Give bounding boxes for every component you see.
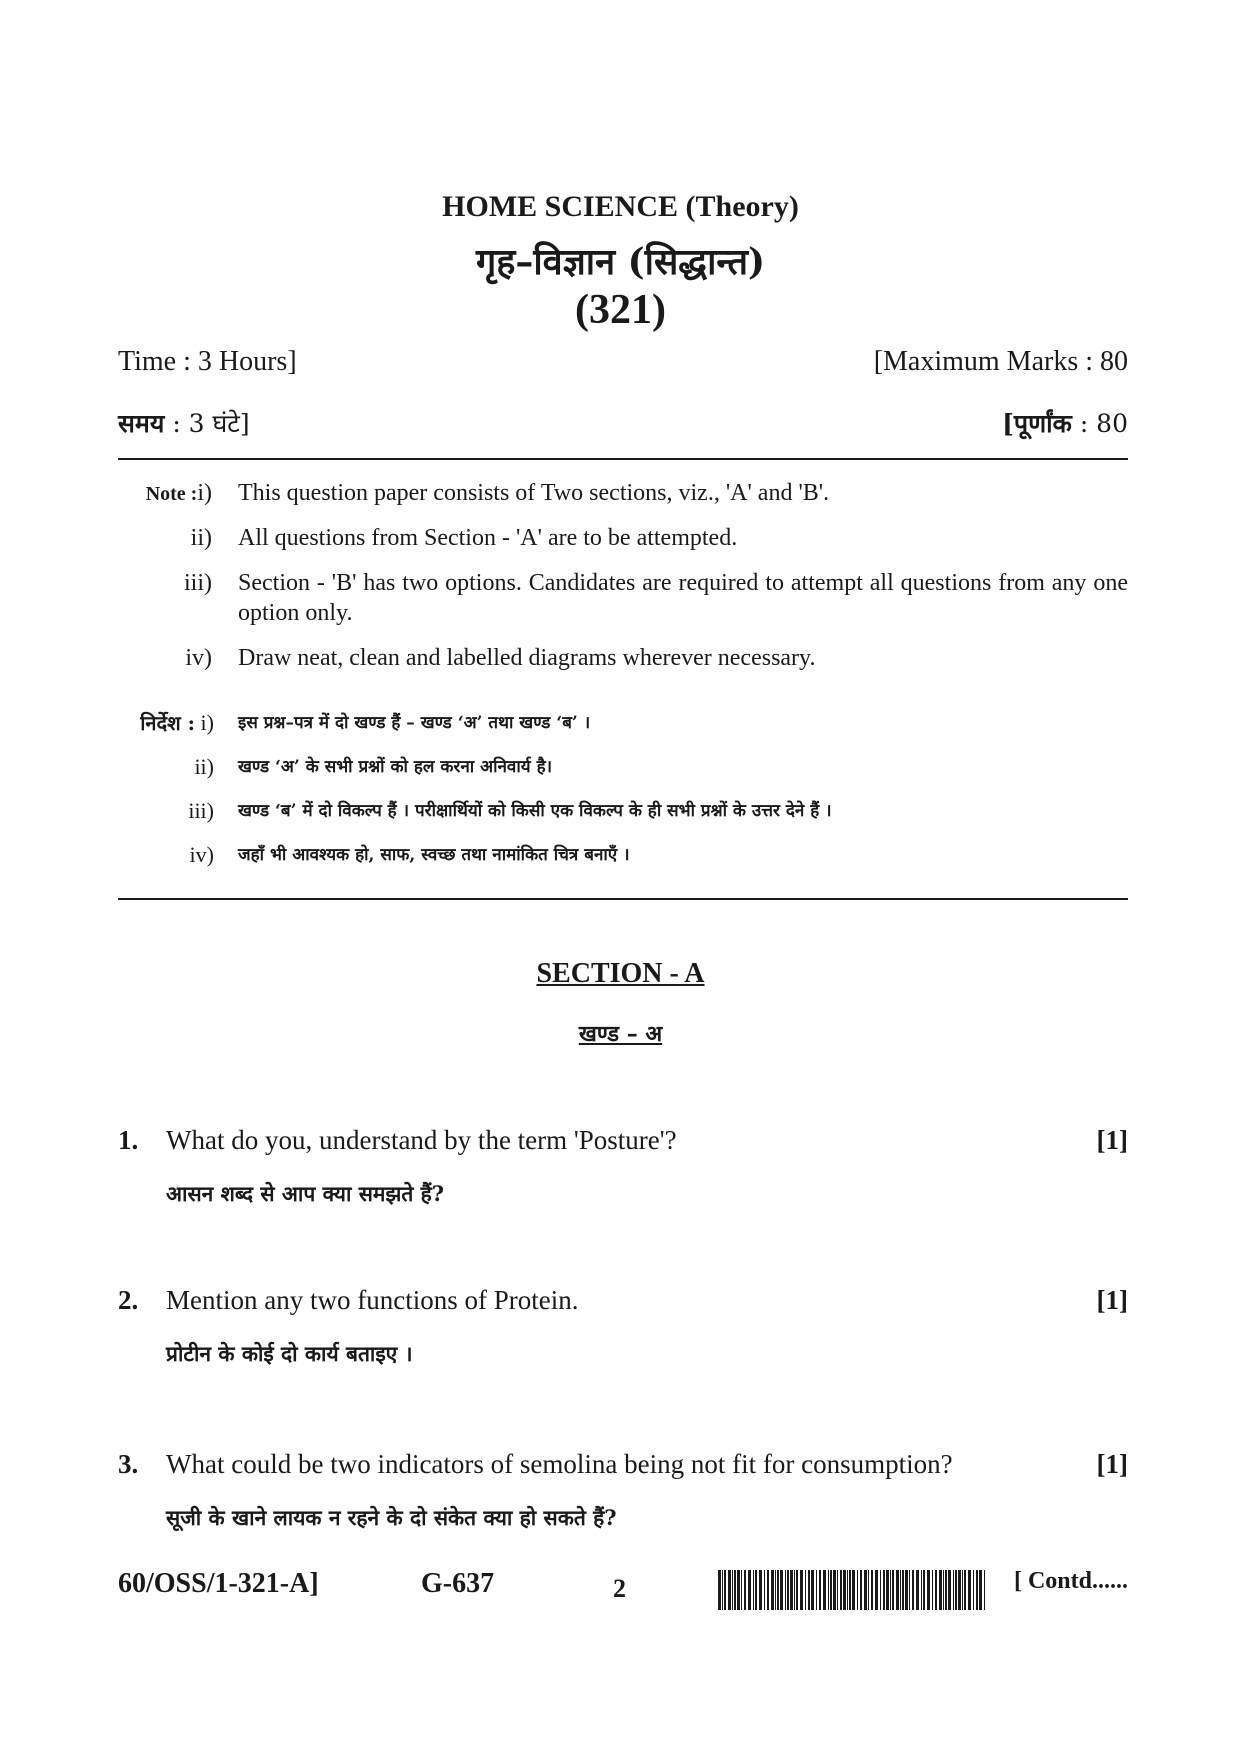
page-number: 2 bbox=[613, 1574, 626, 1603]
note-label: Note : bbox=[145, 483, 198, 505]
section-title-english: SECTION - A bbox=[536, 958, 705, 989]
question-2 bbox=[118, 1285, 1128, 1375]
max-marks-hindi bbox=[1002, 406, 1128, 440]
time-hindi-value: : 3 घंटे] bbox=[172, 409, 250, 438]
question-number: 3. bbox=[118, 1449, 139, 1479]
top-divider bbox=[118, 458, 1128, 460]
time-hindi-label: समय bbox=[118, 409, 165, 438]
nirdesh-label: निर्देश : bbox=[140, 711, 196, 735]
max-marks-hindi-label: [पूर्णांक bbox=[1002, 409, 1072, 438]
question-text-english: Mention any two functions of Protein. bbox=[166, 1285, 579, 1315]
notes-english: Note :i) This question paper consists of Two sections, viz., 'A' and 'B'. ii) All questions from Section - 'A' are to be attempted. iii) Section - 'B' has two options. Candidates are required to attempt all questions from any one option only. iv) Draw neat, clean and labelled diagrams wherever necessary. bbox=[145, 480, 1128, 671]
page-footer bbox=[118, 1568, 1128, 1618]
max-marks-english: [Maximum Marks : 80 bbox=[873, 346, 1128, 377]
question-text-english: What could be two indicators of semolina being not fit for consumption? bbox=[166, 1449, 953, 1479]
max-marks-hindi-value: : 80 bbox=[1079, 409, 1128, 438]
meta-row-hindi bbox=[118, 406, 1128, 440]
notes-hindi: निर्देश : i) इस प्रश्न–पत्र में दो खण्ड हैं – खण्ड ‘अ’ तथा खण्ड ‘ब’ । ii) खण्ड ‘अ’ के सभी प्रश्नों को हल करना अनिवार्य है। iii) खण्ड ‘ब’ में दो विकल्प हैं । परीक्षार्थियों को किसी एक विकल्प के ही सभी प्रश्नों के उत्तर देने हैं । iv) जहाँ भी आवश्यक हो, साफ, स्वच्छ तथा नामांकित चित्र बनाएँ । bbox=[140, 710, 832, 867]
question-marks: [1] bbox=[1096, 1285, 1128, 1315]
paper-title-hindi: गृह–विज्ञान (सिद्धान्त) bbox=[475, 241, 766, 283]
barcode-icon bbox=[718, 1570, 988, 1610]
paper-title-english: HOME SCIENCE (Theory) bbox=[442, 190, 799, 223]
notes-divider bbox=[118, 898, 1128, 900]
question-number: 2. bbox=[118, 1285, 139, 1315]
question-3 bbox=[118, 1449, 1128, 1539]
question-1 bbox=[118, 1125, 1128, 1215]
paper-code: 60/OSS/1-321-A] bbox=[118, 1568, 319, 1599]
section-title-hindi: खण्ड – अ bbox=[578, 1021, 663, 1047]
time-english: Time : 3 Hours] bbox=[118, 346, 297, 377]
question-marks: [1] bbox=[1096, 1125, 1128, 1155]
question-text-english: What do you, understand by the term 'Posture'? bbox=[166, 1125, 677, 1155]
time-hindi bbox=[118, 406, 250, 440]
question-text-hindi: सूजी के खाने लायक न रहने के दो संकेत क्या हो सकते हैं? bbox=[166, 1505, 617, 1530]
question-text-hindi: आसन शब्द से आप क्या समझते हैं? bbox=[166, 1181, 445, 1206]
question-number: 1. bbox=[118, 1125, 139, 1155]
continued-marker: [ Contd...... bbox=[1013, 1568, 1128, 1594]
set-code: G-637 bbox=[421, 1568, 495, 1599]
subject-code: (321) bbox=[575, 287, 666, 333]
question-text-hindi: प्रोटीन के कोई दो कार्य बताइए । bbox=[166, 1341, 413, 1366]
question-marks: [1] bbox=[1096, 1449, 1128, 1479]
meta-row-english bbox=[118, 346, 1128, 378]
